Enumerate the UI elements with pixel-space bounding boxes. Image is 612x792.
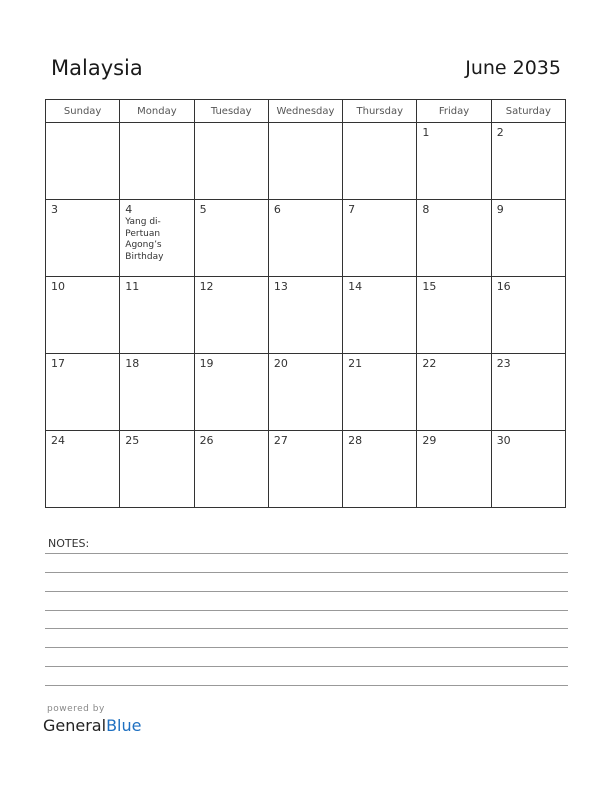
day-number: 30 <box>496 434 511 447</box>
day-cell <box>268 123 342 200</box>
day-number: 6 <box>273 203 281 216</box>
day-cell <box>268 200 342 277</box>
day-number: 28 <box>348 434 363 447</box>
day-number: 22 <box>422 357 437 370</box>
week-row <box>46 123 566 200</box>
weekday-thursday: Thursday <box>343 100 417 123</box>
day-cell <box>194 431 268 508</box>
day-cell <box>343 431 417 508</box>
day-cell <box>343 200 417 277</box>
day-cell <box>343 354 417 431</box>
day-number: 14 <box>348 280 363 293</box>
day-cell <box>120 277 194 354</box>
day-number: 12 <box>199 280 214 293</box>
day-number: 29 <box>422 434 437 447</box>
weekday-wednesday: Wednesday <box>268 100 342 123</box>
notes-line <box>45 666 568 667</box>
generalblue-logo <box>43 716 141 735</box>
week-row <box>46 431 566 508</box>
day-number: 16 <box>496 280 511 293</box>
day-number: 3 <box>51 203 58 216</box>
day-number: 17 <box>51 357 65 370</box>
logo-general-text: General <box>43 716 107 735</box>
day-number: 9 <box>496 203 504 216</box>
notes-line <box>45 628 568 629</box>
day-cell <box>268 431 342 508</box>
day-number: 25 <box>125 434 140 447</box>
day-number: 1 <box>422 126 430 139</box>
weekday-header-row <box>46 100 566 123</box>
weekday-sunday: Sunday <box>46 100 120 123</box>
day-cell <box>46 431 120 508</box>
day-number: 10 <box>51 280 65 293</box>
day-number: 23 <box>496 357 511 370</box>
day-cell <box>417 123 491 200</box>
notes-line <box>45 591 568 592</box>
day-cell <box>120 200 194 277</box>
notes-line <box>45 610 568 611</box>
day-cell <box>194 277 268 354</box>
day-cell <box>491 354 565 431</box>
day-cell <box>417 277 491 354</box>
weekday-monday: Monday <box>120 100 194 123</box>
day-number: 24 <box>51 434 65 447</box>
weekday-tuesday: Tuesday <box>194 100 268 123</box>
day-cell <box>491 123 565 200</box>
day-number: 4 <box>125 203 133 216</box>
day-cell <box>120 123 194 200</box>
calendar-grid <box>45 99 566 508</box>
day-cell <box>194 200 268 277</box>
week-row <box>46 354 566 431</box>
day-cell <box>268 277 342 354</box>
weekday-saturday: Saturday <box>491 100 565 123</box>
day-number: 8 <box>422 203 430 216</box>
day-number: 5 <box>199 203 207 216</box>
day-number: 13 <box>273 280 288 293</box>
week-row <box>46 200 566 277</box>
day-number: 19 <box>199 357 214 370</box>
day-number: 18 <box>125 357 140 370</box>
day-cell <box>417 431 491 508</box>
notes-label: NOTES: <box>48 537 90 550</box>
week-row <box>46 277 566 354</box>
day-cell <box>120 354 194 431</box>
day-cell <box>417 200 491 277</box>
day-cell <box>417 354 491 431</box>
holiday-event: Yang di-Pertuan Agong’s Birthday <box>125 217 164 262</box>
day-cell <box>491 200 565 277</box>
day-cell <box>46 123 120 200</box>
day-number: 7 <box>348 203 356 216</box>
day-number: 27 <box>273 434 288 447</box>
powered-by-text: powered by <box>47 704 105 714</box>
day-cell <box>120 431 194 508</box>
notes-line <box>45 647 568 648</box>
day-cell <box>491 277 565 354</box>
notes-line <box>45 553 568 554</box>
day-number: 20 <box>273 357 288 370</box>
day-number: 26 <box>199 434 214 447</box>
day-cell <box>46 354 120 431</box>
day-number: 11 <box>125 280 140 293</box>
day-cell <box>268 354 342 431</box>
day-cell <box>46 200 120 277</box>
country-title: Malaysia <box>51 56 143 80</box>
weekday-friday: Friday <box>417 100 491 123</box>
month-year-title: June 2035 <box>465 57 561 79</box>
day-cell <box>46 277 120 354</box>
day-cell <box>491 431 565 508</box>
notes-line <box>45 685 568 686</box>
notes-line <box>45 572 568 573</box>
day-cell <box>343 277 417 354</box>
day-cell <box>343 123 417 200</box>
day-cell <box>194 123 268 200</box>
logo-blue-text: Blue <box>106 716 142 735</box>
day-number: 2 <box>496 126 504 139</box>
day-number: 21 <box>348 357 363 370</box>
day-cell <box>194 354 268 431</box>
day-number: 15 <box>422 280 437 293</box>
